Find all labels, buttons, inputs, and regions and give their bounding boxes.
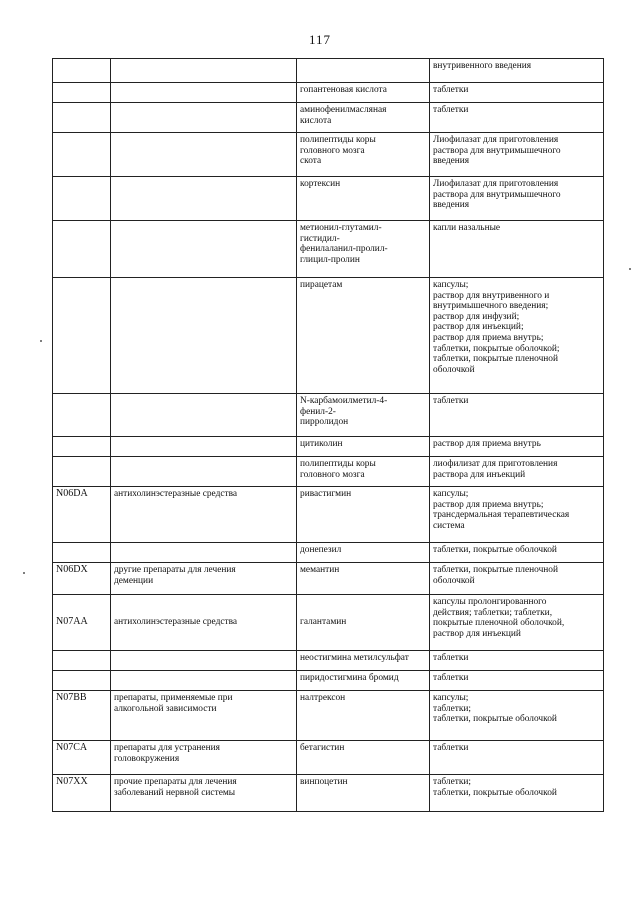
atc-code-cell [53,437,111,457]
table-row [53,543,604,563]
table-row [53,563,604,595]
dosage-form-cell: таблетки [430,394,604,437]
group-name-cell [111,103,297,133]
scan-speck [40,340,42,342]
dosage-form-cell: таблетки; таблетки, покрытые оболочкой [430,775,604,812]
substance-cell: пирацетам [297,278,430,394]
table-row [53,595,604,651]
substance-cell: цитиколин [297,437,430,457]
group-name-cell: препараты, применяемые при алкогольной зависимости [111,691,297,741]
dosage-form-cell: таблетки [430,83,604,103]
dosage-form-cell: капсулы пролонгированного действия; таблетки; таблетки, покрытые пленочной оболочкой, раствор для инъекций [430,595,604,651]
atc-code-cell [53,278,111,394]
atc-code-cell [53,651,111,671]
substance-cell: винпоцетин [297,775,430,812]
atc-code-cell [53,671,111,691]
dosage-form-cell: внутривенного введения [430,59,604,83]
atc-code-cell [53,103,111,133]
dosage-form-cell: капсулы; раствор для внутривенного и внутримышечного введения; раствор для инфузий; раствор для инъекций; раствор для приема внутрь; таблетки, покрытые оболочкой; таблетки, покрытые пленочной оболочкой [430,278,604,394]
dosage-form-cell: таблетки, покрытые оболочкой [430,543,604,563]
group-name-cell [111,394,297,437]
scan-speck [23,572,25,574]
dosage-form-cell: лиофилизат для приготовления раствора для инъекций [430,457,604,487]
atc-code-cell [53,543,111,563]
atc-code-cell: N07XX [53,775,111,812]
dosage-form-cell: таблетки [430,103,604,133]
group-name-cell [111,133,297,177]
table-row [53,278,604,394]
atc-code-cell: N07AA [53,595,111,651]
table-row [53,775,604,812]
scan-speck [629,268,631,270]
drug-list-table [52,58,604,812]
group-name-cell [111,543,297,563]
table-row [53,741,604,775]
group-name-cell: прочие препараты для лечения заболеваний нервной системы [111,775,297,812]
substance-cell: галантамин [297,595,430,651]
group-name-cell [111,177,297,221]
group-name-cell: препараты для устранения головокружения [111,741,297,775]
atc-code-cell [53,177,111,221]
group-name-cell [111,437,297,457]
dosage-form-cell: Лиофилазат для приготовления раствора для внутримышечного введения [430,177,604,221]
table-row [53,457,604,487]
group-name-cell [111,457,297,487]
substance-cell: полипептиды коры головного мозга [297,457,430,487]
group-name-cell [111,59,297,83]
group-name-cell: другие препараты для лечения деменции [111,563,297,595]
atc-code-cell [53,457,111,487]
group-name-cell [111,221,297,278]
page-number: 117 [308,32,332,47]
table-row [53,691,604,741]
substance-cell: бетагистин [297,741,430,775]
substance-cell: ривастигмин [297,487,430,543]
atc-code-cell [53,394,111,437]
substance-cell: N-карбамоилметил-4- фенил-2- пирролидон [297,394,430,437]
atc-code-cell: N07BB [53,691,111,741]
table-row [53,394,604,437]
group-name-cell [111,671,297,691]
group-name-cell: антихолинэстеразные средства [111,487,297,543]
dosage-form-cell: таблетки [430,671,604,691]
table-row [53,103,604,133]
dosage-form-cell: капсулы; раствор для приема внутрь; трансдермальная терапевтическая система [430,487,604,543]
substance-cell: мемантин [297,563,430,595]
atc-code-cell: N06DA [53,487,111,543]
group-name-cell [111,83,297,103]
table-row [53,671,604,691]
dosage-form-cell: таблетки [430,741,604,775]
dosage-form-cell: капсулы; таблетки; таблетки, покрытые оболочкой [430,691,604,741]
substance-cell: донепезил [297,543,430,563]
substance-cell: гопантеновая кислота [297,83,430,103]
substance-cell: неостигмина метилсульфат [297,651,430,671]
table-row [53,221,604,278]
substance-cell: аминофенилмасляная кислота [297,103,430,133]
dosage-form-cell: таблетки, покрытые пленочной оболочкой [430,563,604,595]
group-name-cell [111,651,297,671]
group-name-cell: антихолинэстеразные средства [111,595,297,651]
atc-code-cell [53,133,111,177]
table-row [53,487,604,543]
table-row [53,59,604,83]
substance-cell [297,59,430,83]
dosage-form-cell: капли назальные [430,221,604,278]
dosage-form-cell: таблетки [430,651,604,671]
table-row [53,651,604,671]
group-name-cell [111,278,297,394]
atc-code-cell: N07CA [53,741,111,775]
atc-code-cell: N06DX [53,563,111,595]
substance-cell: полипептиды коры головного мозга скота [297,133,430,177]
atc-code-cell [53,221,111,278]
atc-code-cell [53,59,111,83]
table-row [53,437,604,457]
substance-cell: кортексин [297,177,430,221]
dosage-form-cell: Лиофилазат для приготовления раствора для внутримышечного введения [430,133,604,177]
substance-cell: пиридостигмина бромид [297,671,430,691]
substance-cell: метионил-глутамил- гистидил- фенилаланил-пролил- глицил-пролин [297,221,430,278]
table-row [53,177,604,221]
atc-code-cell [53,83,111,103]
dosage-form-cell: раствор для приема внутрь [430,437,604,457]
table-row [53,133,604,177]
substance-cell: налтрексон [297,691,430,741]
table-row [53,83,604,103]
